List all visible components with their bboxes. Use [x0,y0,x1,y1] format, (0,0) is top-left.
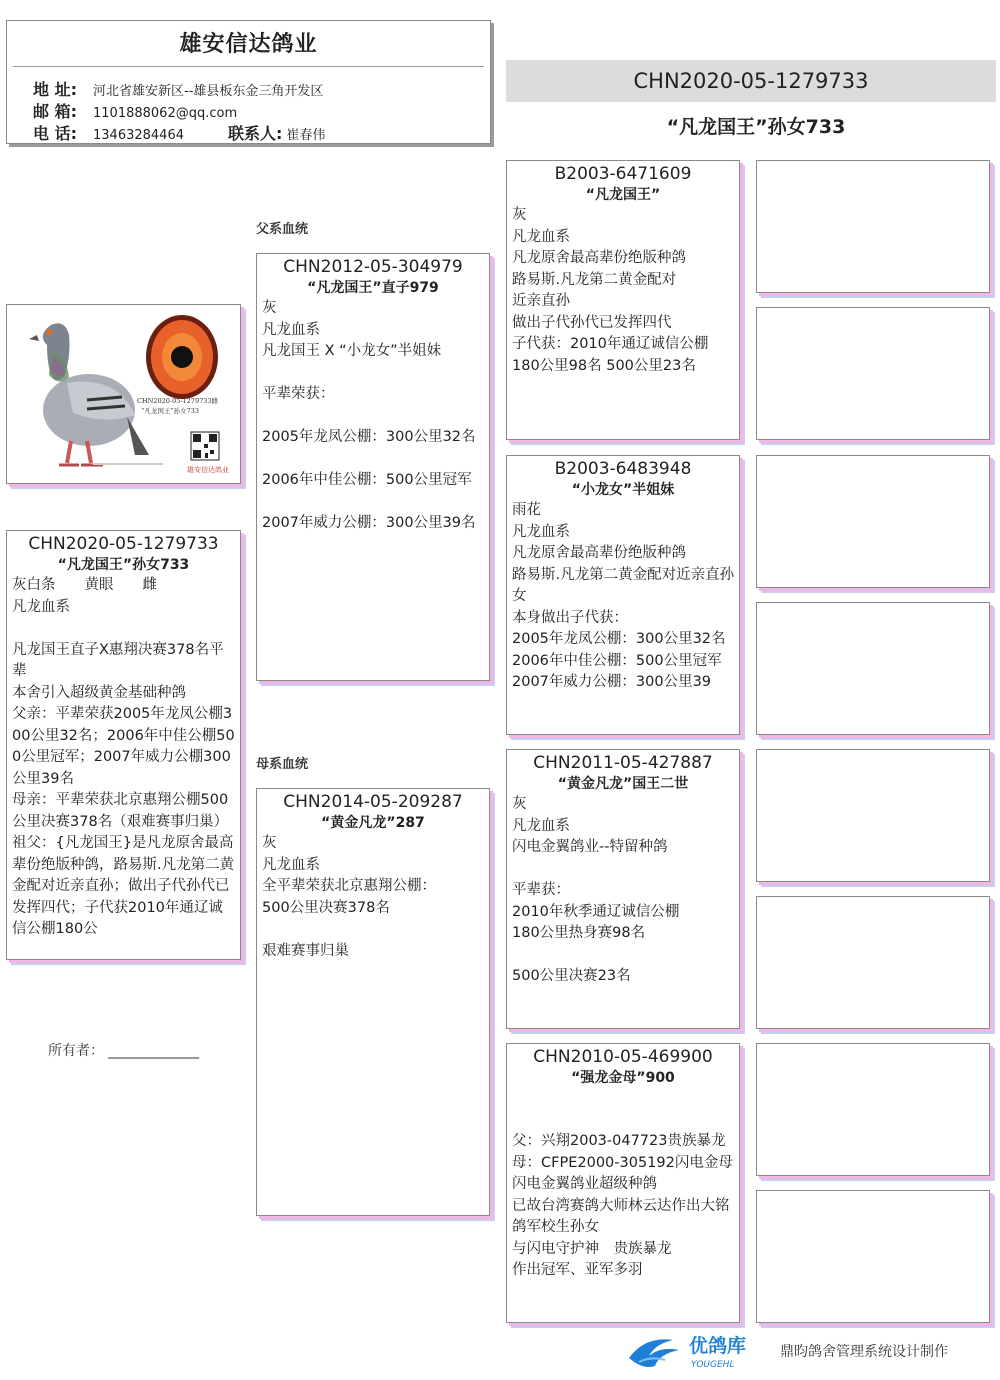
address-label: 地 址: [33,80,77,99]
detail-line: 本舍引入超级黄金基础种鸽 [12,684,186,701]
sire-name: “凡龙国王”直子979 [307,280,439,296]
father-line-label: 父系血统 [256,222,309,237]
grandsire-paternal-ring: B2003-6471609 [554,164,692,184]
detail-line: 2005年龙凤公棚：300公里32名 [262,429,476,445]
footer-credit: 鼎昀鸽舍管理系统设计制作 [780,1344,948,1360]
dam-ring: CHN2014-05-209287 [283,792,463,812]
detail-line: 凡龙血系 [262,321,320,338]
phone-value: 13463284464 [93,128,184,143]
owner-label: 所有者： [48,1043,104,1059]
great-grandparent-box-2 [756,307,990,440]
detail-line: 全平辈荣获北京惠翔公棚： [262,878,436,894]
detail-line: 灰 [262,835,277,851]
detail-line: 凡龙国王 X “小龙女”半姐妹 [262,343,442,359]
great-grandparent-box-3 [756,455,990,588]
detail-line [262,406,485,428]
breeder-info-box [6,20,491,144]
great-grandparent-box-4 [756,602,990,735]
breeder-title: 雄安信达鸽业 [179,32,318,57]
granddam-maternal-name: “强龙金母”900 [571,1070,675,1086]
grandsire-maternal-name: “黄金凡龙”国王二世 [557,776,689,792]
email-label: 邮 箱: [33,102,77,121]
detail-line: 2005年龙凤公棚：300公里32名 [512,631,726,647]
grandsire-paternal-name: “凡龙国王” [585,187,661,203]
detail-line: 凡龙原舍最高辈份绝版种鸽 [512,545,686,561]
detail-line: 闪电金翼鸽业超级种鸽 [512,1176,657,1192]
detail-line [262,919,485,941]
subject-card [6,530,241,960]
detail-line: 平辈荣获： [262,386,335,402]
detail-line [262,492,485,514]
sire-ring: CHN2012-05-304979 [283,257,463,277]
dam-details [257,833,489,962]
granddam-paternal-details [507,500,739,694]
phone-label: 电 话: [33,124,77,143]
detail-line: 500公里决赛23名 [512,968,631,984]
grandsire-maternal-ring: CHN2011-05-427887 [533,753,713,773]
brand-cn: 优鸽库 [689,1335,747,1357]
detail-line: 路易斯.凡龙第二黄金配对近亲直孙女 [512,566,735,604]
detail-line: 灰 [262,300,277,316]
great-grandparent-box-6 [756,896,990,1029]
detail-line: 180公里98名 500公里23名 [512,357,696,374]
detail-line: 灰 [512,207,527,223]
dam-card [256,788,490,1216]
detail-line: 2006年中佳公棚：500公里冠军 [262,472,472,488]
sire-card [256,253,490,681]
contact-label: 联系人: [227,124,283,143]
detail-line: 凡龙原舍最高辈份绝版种鸽 [512,250,686,266]
detail-line: 与闪电守护神 贵族暴龙 [512,1240,672,1257]
detail-line: 子代获：2010年通辽诚信公棚 [512,336,709,352]
sire-details [257,298,489,535]
subject-details [7,575,240,941]
pigeon-image [29,323,149,465]
qr-code-icon [191,432,219,460]
wave-logo-icon [625,1328,765,1374]
detail-line [262,449,485,471]
address-row [33,77,323,100]
granddam-paternal-ring: B2003-6483948 [554,459,692,479]
grandsire-paternal-card [506,160,740,440]
main-ring-bar: CHN2020-05-1279733 [506,60,996,102]
detail-line: 父：兴翔2003-047723贵族暴龙 [512,1133,726,1149]
detail-line: 母：CFPE2000-305192闪电金母 [512,1154,733,1171]
subject-ring: CHN2020-05-1279733 [28,534,219,554]
granddam-paternal-card [506,455,740,735]
detail-line: 500公里决赛378名 [262,899,390,916]
detail-line: 祖父：{凡龙国王}是凡龙原舍最高辈份绝版种鸽，路易斯.凡龙第二黄金配对近亲直孙；做出子代孙代已发挥四代；子代获2010年通辽诚信公棚180公 [12,835,235,937]
detail-line: 路易斯.凡龙第二黄金配对 [512,271,677,288]
detail-line: 2006年中佳公棚：500公里冠军 [512,652,722,669]
detail-line [512,945,735,967]
email-value: 1101888062@qq.com [93,106,238,121]
detail-line [512,1110,735,1132]
detail-line: 2007年威力公棚：300公里39 [512,674,712,690]
grandsire-maternal-details [507,794,739,988]
subject-name: “凡龙国王”孙女733 [57,557,190,573]
detail-line [262,363,485,385]
great-grandparent-box-1 [756,160,990,293]
photo-bottom-text: 雄安信达鸽业 [187,466,229,474]
owner-blank: _____________ [108,1043,199,1059]
owner-line [48,1040,199,1060]
detail-line: 平辈获： [512,882,570,898]
detail-line: 母亲：平辈荣获北京惠翔公棚500公里决赛378名（艰难赛事归巢） [12,792,229,830]
mother-line-label: 母系血统 [256,757,309,772]
detail-line: 2010年秋季通辽诚信公棚 [512,903,680,920]
granddam-paternal-name: “小龙女”半姐妹 [571,482,675,498]
contact-value: 崔春伟 [286,128,326,143]
great-grandparent-box-5 [756,749,990,882]
eye-image [146,315,218,399]
header-divider [13,66,484,67]
granddam-maternal-ring: CHN2010-05-469900 [533,1047,713,1067]
detail-line: 凡龙血系 [512,817,570,834]
phone-row [33,121,325,144]
detail-line: 灰 [512,796,527,812]
main-name: “凡龙国王”孙女733 [666,116,846,138]
detail-line: 凡龙血系 [12,598,70,615]
grandsire-paternal-details [507,205,739,377]
detail-line: 凡龙血系 [512,523,570,540]
pigeon-photo-box [6,304,241,484]
grandsire-maternal-card [506,749,740,1029]
detail-line: 2007年威力公棚：300公里39名 [262,515,476,531]
detail-line: 做出子代孙代已发挥四代 [512,314,672,331]
detail-line [512,1088,735,1110]
detail-line: 艰难赛事归巢 [262,942,349,959]
detail-line: 本身做出子代获： [512,609,628,626]
detail-line [512,859,735,881]
pigeon-photo [7,305,240,483]
granddam-maternal-details [507,1088,739,1282]
granddam-maternal-card [506,1043,740,1323]
detail-line: 凡龙国王直子X惠翔决赛378名平辈 [12,641,224,679]
detail-line: 灰白条 黄眼 雌 [12,577,157,593]
address-value: 河北省雄安新区--雄县板东金三角开发区 [93,84,324,99]
brand-logo [625,1328,765,1374]
brand-en: YOUGEHL [691,1360,735,1370]
detail-line: 作出冠军、亚军多羽 [512,1262,643,1278]
detail-line: 雨花 [512,502,541,518]
photo-caption-ring: CHN2020-05-1279733雌 [137,397,218,405]
detail-line: 父亲：平辈荣获2005年龙凤公棚300公里32名；2006年中佳公棚500公里冠军；2007年威力公棚300公里39名 [12,706,235,787]
detail-line: 凡龙血系 [262,856,320,873]
great-grandparent-box-7 [756,1043,990,1176]
photo-caption-name: “凡龙国王”孙女733 [141,407,200,415]
email-row [33,99,237,122]
detail-line: 近亲直孙 [512,293,570,309]
detail-line: 已故台湾赛鸽大师林云达作出大铭鸽军校生孙女 [512,1197,730,1235]
detail-line: 凡龙血系 [512,228,570,245]
great-grandparent-box-8 [756,1190,990,1323]
detail-line: 180公里热身赛98名 [512,925,646,941]
detail-line [12,618,236,640]
dam-name: “黄金凡龙”287 [321,815,425,831]
detail-line: 闪电金翼鸽业--特留种鸽 [512,839,668,855]
